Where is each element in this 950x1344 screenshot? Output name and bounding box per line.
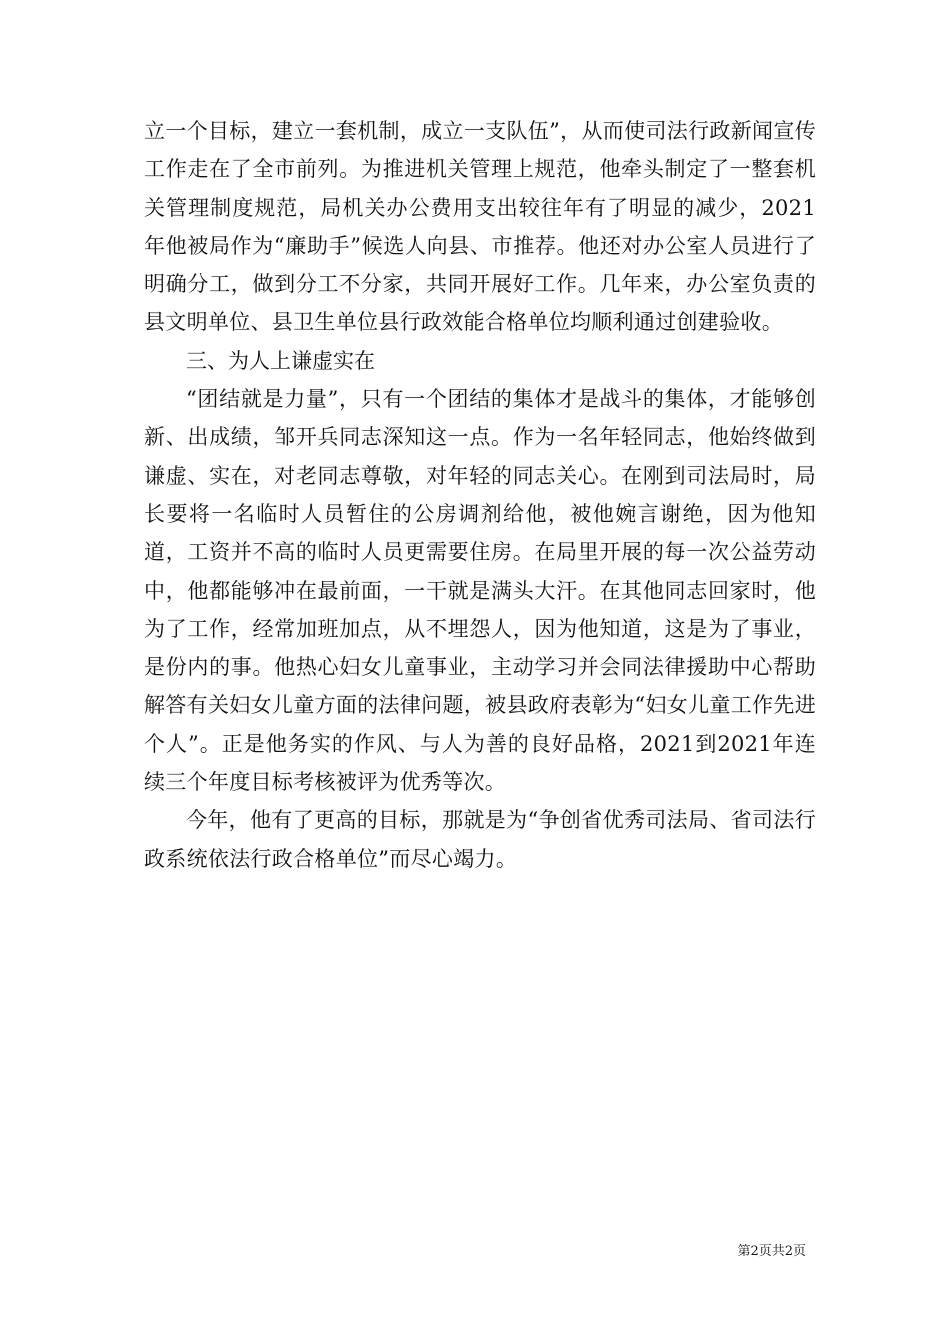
paragraph-goal: 今年，他有了更高的目标，那就是为“争创省优秀司法局、省司法行政系统依法行政合格单位”而尽心竭力。 — [144, 808, 816, 871]
section-heading: 三、为人上谦虚实在 — [186, 348, 375, 373]
page-number-footer: 第2页共2页 — [737, 1244, 806, 1259]
document-body — [144, 112, 816, 878]
paragraph-continuation: 立一个目标，建立一套机制，成立一支队伍”，从而使司法行政新闻宣传工作走在了全市前列。为推进机关管理上规范，他牵头制定了一整套机关管理制度规范，局机关办公费用支出较往年有了明显的减少，2021年他被局作为“廉助手”候选人向县、市推荐。他还对办公室人员进行了明确分工，做到分工不分家，共同开展好工作。几年来，办公室负责的县文明单位、县卫生单位县行政效能合格单位均顺利通过创建验收。 — [144, 119, 816, 335]
paragraph-unity: “团结就是力量”，只有一个团结的集体才是战斗的集体，才能够创新、出成绩，邹开兵同志深知这一点。作为一名年轻同志，他始终做到谦虚、实在，对老同志尊敬，对年轻的同志关心。在刚到司法局时，局长要将一名临时人员暂住的公房调剂给他，被他婉言谢绝，因为他知道，工资并不高的临时人员更需要住房。在局里开展的每一次公益劳动中，他都能够冲在最前面，一干就是满头大汗。在其他同志回家时，他为了工作，经常加班加点，从不埋怨人，因为他知道，这是为了事业，是份内的事。他热心妇女儿童事业，主动学习并会同法律援助中心帮助解答有关妇女儿童方面的法律问题，被县政府表彰为“妇女儿童工作先进个人”。正是他务实的作风、与人为善的良好品格，2021到2021年连续三个年度目标考核被评为优秀等次。 — [144, 387, 816, 795]
